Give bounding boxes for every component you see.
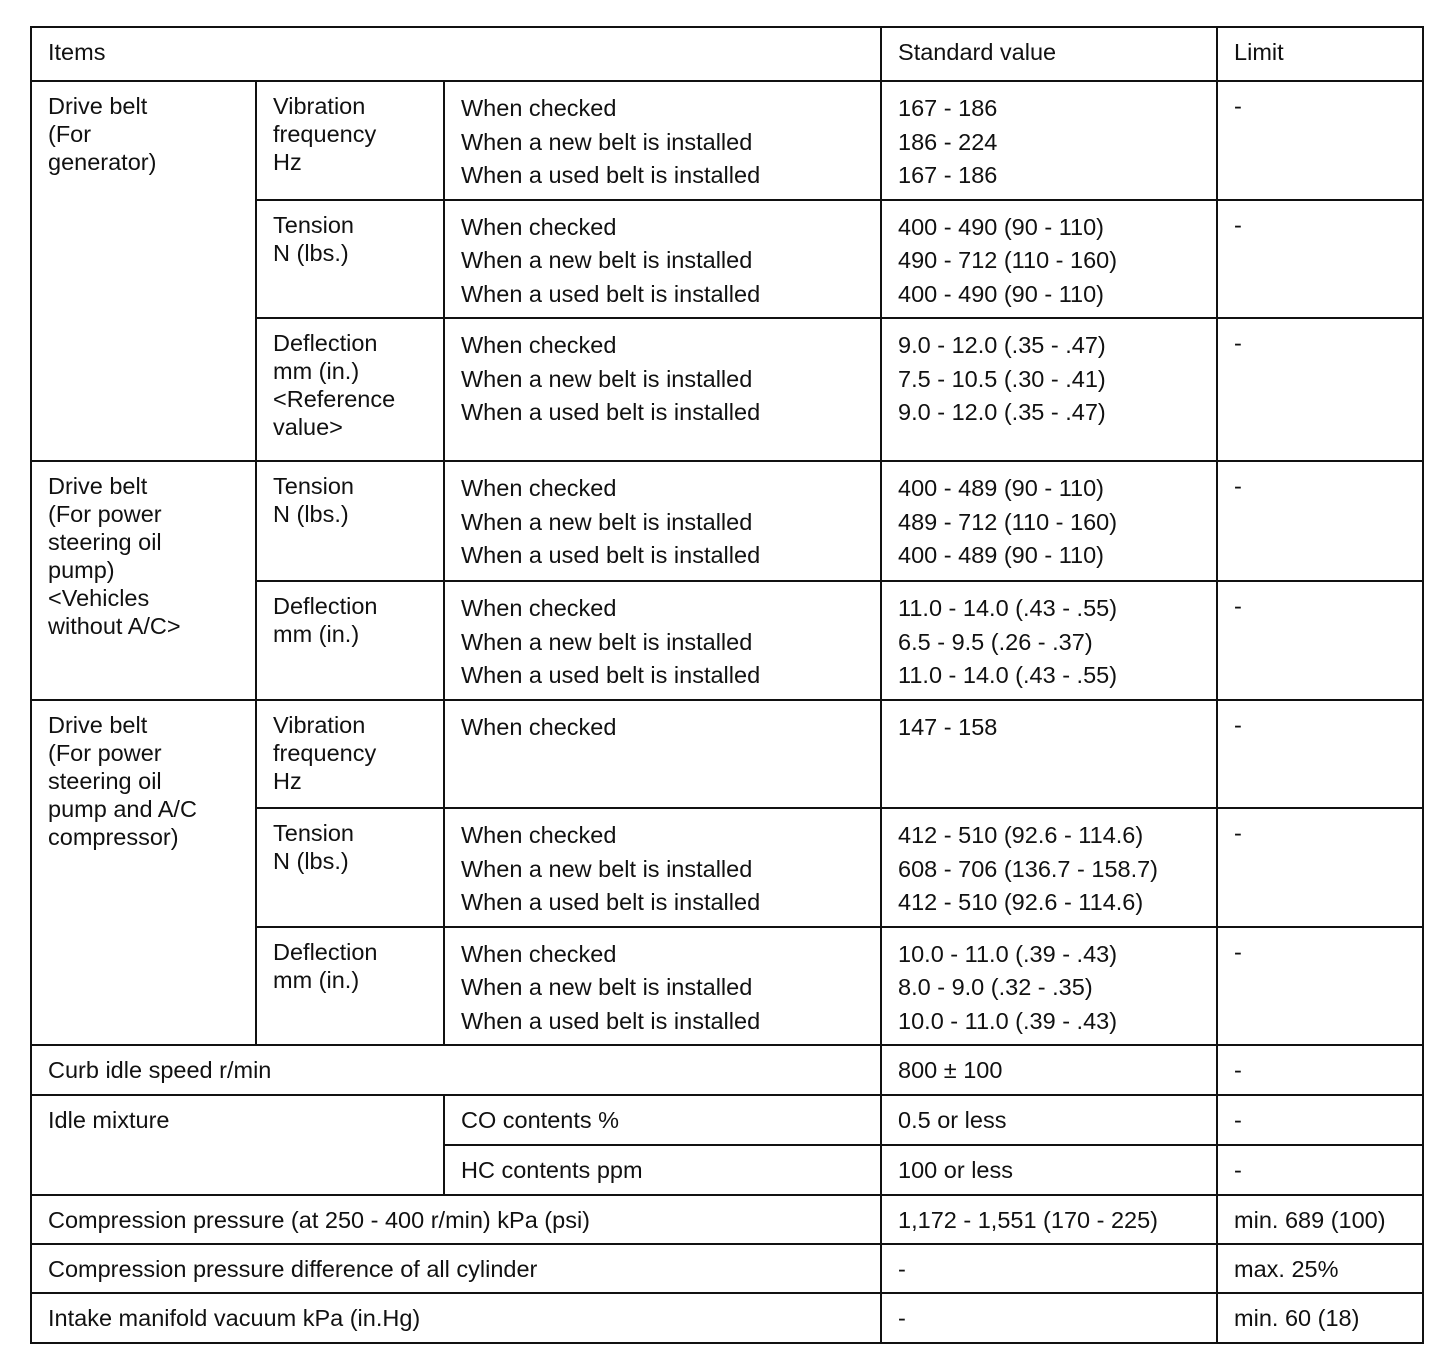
- header-items: Items: [31, 27, 881, 81]
- group-title-power-steering: Drive belt (For power steering oil pump) <Vehicles without A/C>: [31, 461, 256, 700]
- table-row: [31, 461, 1423, 581]
- standard-value-cell: 10.0 - 11.0 (.39 - .43) 8.0 - 9.0 (.32 - .35) 10.0 - 11.0 (.39 - .43): [881, 927, 1217, 1046]
- compression-pressure-value: 1,172 - 1,551 (170 - 225): [881, 1195, 1217, 1244]
- hc-contents-limit: -: [1217, 1145, 1423, 1195]
- param-cell: Deflection mm (in.): [256, 581, 444, 700]
- param-cell: Vibration frequency Hz: [256, 81, 444, 200]
- table-row: [31, 1195, 1423, 1244]
- standard-value-cell: 9.0 - 12.0 (.35 - .47) 7.5 - 10.5 (.30 - .41) 9.0 - 12.0 (.35 - .47): [881, 318, 1217, 461]
- table-row: [31, 1293, 1423, 1343]
- standard-value-cell: 147 - 158: [881, 700, 1217, 808]
- co-contents-value: 0.5 or less: [881, 1095, 1217, 1145]
- limit-cell: -: [1217, 808, 1423, 927]
- limit-cell: -: [1217, 81, 1423, 200]
- header-limit: Limit: [1217, 27, 1423, 81]
- standard-value-cell: 400 - 489 (90 - 110) 489 - 712 (110 - 160) 400 - 489 (90 - 110): [881, 461, 1217, 581]
- limit-cell: -: [1217, 927, 1423, 1046]
- standard-value-cell: 11.0 - 14.0 (.43 - .55) 6.5 - 9.5 (.26 - .37) 11.0 - 14.0 (.43 - .55): [881, 581, 1217, 700]
- compression-pressure-label: Compression pressure (at 250 - 400 r/min) kPa (psi): [31, 1195, 881, 1244]
- hc-contents-label: HC contents ppm: [444, 1145, 881, 1195]
- limit-cell: -: [1217, 461, 1423, 581]
- idle-mixture-label: Idle mixture: [31, 1095, 444, 1195]
- param-cell: Tension N (lbs.): [256, 808, 444, 927]
- param-cell: Vibration frequency Hz: [256, 700, 444, 808]
- compression-difference-label: Compression pressure difference of all cylinder: [31, 1244, 881, 1293]
- specification-table: [30, 26, 1424, 1344]
- intake-vacuum-label: Intake manifold vacuum kPa (in.Hg): [31, 1293, 881, 1343]
- limit-cell: -: [1217, 700, 1423, 808]
- co-contents-label: CO contents %: [444, 1095, 881, 1145]
- table-row: [31, 1244, 1423, 1293]
- param-cell: Tension N (lbs.): [256, 461, 444, 581]
- condition-cell: When checked When a new belt is installed When a used belt is installed: [444, 81, 881, 200]
- header-row: [31, 27, 1423, 81]
- condition-cell: When checked When a new belt is installed When a used belt is installed: [444, 927, 881, 1046]
- curb-idle-value: 800 ± 100: [881, 1045, 1217, 1095]
- table-row: [31, 1095, 1423, 1145]
- standard-value-cell: 412 - 510 (92.6 - 114.6) 608 - 706 (136.7 - 158.7) 412 - 510 (92.6 - 114.6): [881, 808, 1217, 927]
- param-cell: Tension N (lbs.): [256, 200, 444, 319]
- compression-difference-value: -: [881, 1244, 1217, 1293]
- condition-cell: When checked When a new belt is installed When a used belt is installed: [444, 808, 881, 927]
- condition-cell: When checked: [444, 700, 881, 808]
- group-title-generator: Drive belt (For generator): [31, 81, 256, 461]
- co-contents-limit: -: [1217, 1095, 1423, 1145]
- param-cell: Deflection mm (in.) <Reference value>: [256, 318, 444, 461]
- standard-value-cell: 167 - 186 186 - 224 167 - 186: [881, 81, 1217, 200]
- hc-contents-value: 100 or less: [881, 1145, 1217, 1195]
- header-standard-value: Standard value: [881, 27, 1217, 81]
- condition-cell: When checked When a new belt is installed When a used belt is installed: [444, 461, 881, 581]
- condition-cell: When checked When a new belt is installed When a used belt is installed: [444, 318, 881, 461]
- curb-idle-label: Curb idle speed r/min: [31, 1045, 881, 1095]
- limit-cell: -: [1217, 318, 1423, 461]
- intake-vacuum-value: -: [881, 1293, 1217, 1343]
- table-row: [31, 81, 1423, 200]
- param-cell: Deflection mm (in.): [256, 927, 444, 1046]
- limit-cell: -: [1217, 200, 1423, 319]
- curb-idle-limit: -: [1217, 1045, 1423, 1095]
- compression-pressure-limit: min. 689 (100): [1217, 1195, 1423, 1244]
- intake-vacuum-limit: min. 60 (18): [1217, 1293, 1423, 1343]
- table-row: [31, 700, 1423, 808]
- condition-cell: When checked When a new belt is installed When a used belt is installed: [444, 200, 881, 319]
- group-title-power-steering-ac: Drive belt (For power steering oil pump and A/C compressor): [31, 700, 256, 1045]
- standard-value-cell: 400 - 490 (90 - 110) 490 - 712 (110 - 160) 400 - 490 (90 - 110): [881, 200, 1217, 319]
- limit-cell: -: [1217, 581, 1423, 700]
- table-row: [31, 1045, 1423, 1095]
- condition-cell: When checked When a new belt is installed When a used belt is installed: [444, 581, 881, 700]
- compression-difference-limit: max. 25%: [1217, 1244, 1423, 1293]
